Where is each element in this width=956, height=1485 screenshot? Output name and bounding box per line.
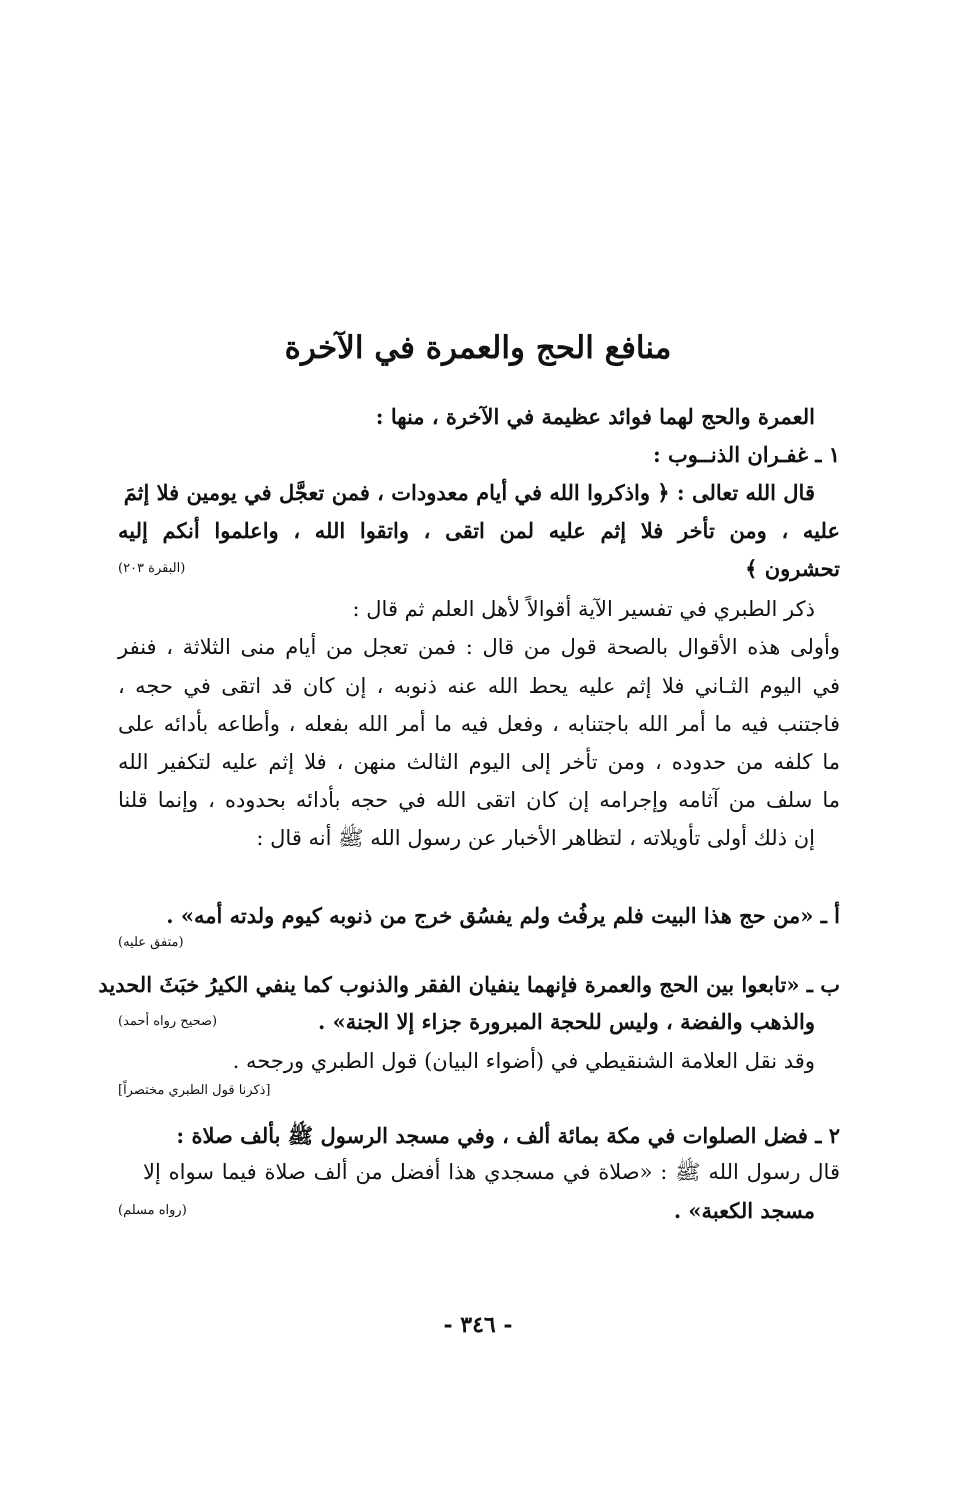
page-title: منافع الحج والعمرة في الآخرة — [284, 330, 672, 366]
section-2-hadith-line: مسجد الكعبة» . — [673, 1198, 815, 1223]
hadith-b-line: والذهب والفضة ، وليس للحجة المبرورة جزاء إلا الجنة» . — [318, 1009, 815, 1034]
tabari-line: في اليوم الثـاني فلا إثم عليه يحط الله عنه ذنوبه ، إن كان قد اتقى في حجه ، — [118, 674, 840, 698]
verse-line: قال الله تعالى : ﴿ واذكروا الله في أيام معدودات ، فمن تعجَّل في يومين فلا إثمَ — [123, 480, 815, 505]
tabari-line: ما سلف من آثامه وإجرامه إن كان اتقى الله في حجه بأدائه بحدوده ، وإنما قلنا — [118, 788, 840, 812]
tabari-line: فاجتنب فيه ما أمر الله باجتنابه ، وفعل فيه ما أمر الله بفعله ، وأطاعه بأدائه على — [118, 712, 840, 736]
page-number: - ٣٤٦ - — [443, 1312, 513, 1338]
hadith-a: أ ـ «من حج هذا البيت فلم يرفُث ولم يفسُق خرج من ذنوبه كيوم ولدته أمه» . — [166, 903, 840, 928]
verse-source: (البقرة ٢٠٣) — [118, 561, 186, 576]
abridged-note: [ذكرنا قول الطبري مختصراً] — [118, 1083, 271, 1098]
section-1-heading: ١ ـ غفـران الذنــوب : — [652, 442, 840, 467]
verse-line: تحشرون ﴾ — [745, 556, 840, 581]
section-2-hadith-line: قال رسول الله ﷺ : «صلاة في مسجدي هذا أفضل من ألف صلاة فيما سواه إلا — [143, 1160, 840, 1184]
hadith-b-line: ب ـ «تابعوا بين الحج والعمرة فإنهما ينفيان الفقر والذنوب كما ينفي الكيرُ خبَثَ الحديد — [98, 972, 840, 997]
section-2-heading: ٢ ـ فضل الصلوات في مكة بمائة ألف ، وفي مسجد الرسول ﷺ بألف صلاة : — [176, 1123, 840, 1148]
section-2-source: (رواه مسلم) — [118, 1203, 187, 1218]
tabari-line: وأولى هذه الأقوال بالصحة قول من قال : فمن تعجل من أيام منى الثلاثة ، فنفر — [118, 635, 840, 659]
intro-text: العمرة والحج لهما فوائد عظيمة في الآخرة ، منها : — [375, 404, 815, 429]
hadith-b-source: (صحيح رواه أحمد) — [118, 1014, 218, 1029]
tabari-line: ما كلفه من حدوده ، ومن تأخر إلى اليوم الثالث منهن ، فلا إثم عليه لتكفير الله — [118, 750, 840, 774]
verse-line: عليه ، ومن تأخر فلا إثم عليه لمن اتقى ، واتقوا الله ، واعلموا أنكم إليه — [118, 518, 840, 543]
tabari-intro: ذكر الطبري في تفسير الآية أقوالاً لأهل العلم ثم قال : — [352, 597, 815, 621]
tabari-line: إن ذلك أولى تأويلاته ، لتظاهر الأخبار عن رسول الله ﷺ أنه قال : — [256, 826, 815, 850]
shinqiti-note: وقد نقل العلامة الشنقيطي في (أضواء البيان) قول الطبري ورجحه . — [232, 1049, 815, 1073]
hadith-a-source: (متفق عليه) — [118, 935, 184, 950]
